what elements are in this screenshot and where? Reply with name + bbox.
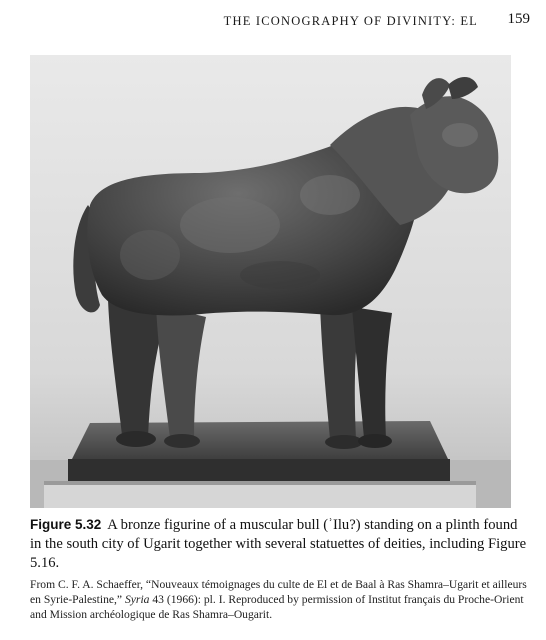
figure-credit	[30, 577, 535, 622]
credit-journal-title: Syria	[124, 593, 150, 606]
page-number: 159	[507, 11, 530, 27]
credit-text-before-journal: From C. F. A. Schaeffer, “Nouveaux témoignages du culte de El et de Baal à Ras Shamra–Ugarit et ailleurs en Syrie-Palestine,”	[30, 578, 527, 606]
figure-caption-text: A bronze figurine of a muscular bull (ʾIlu?) standing on a plinth found in the south city of Ugarit together with several statuettes of deities, including Figure 5.16.	[30, 517, 527, 571]
running-head	[0, 10, 546, 34]
running-title: THE ICONOGRAPHY OF DIVINITY: EL	[223, 14, 478, 28]
figure-label: Figure 5.32	[30, 517, 102, 532]
bronze-bull-photograph	[30, 55, 511, 508]
figure-caption	[30, 515, 530, 573]
credit-text-after-journal: 43 (1966): pl. I. Reproduced by permission of Institut français du Proche-Orient and Mission archéologique de Ras Shamra–Ougarit.	[30, 593, 524, 621]
plinth	[44, 421, 476, 508]
